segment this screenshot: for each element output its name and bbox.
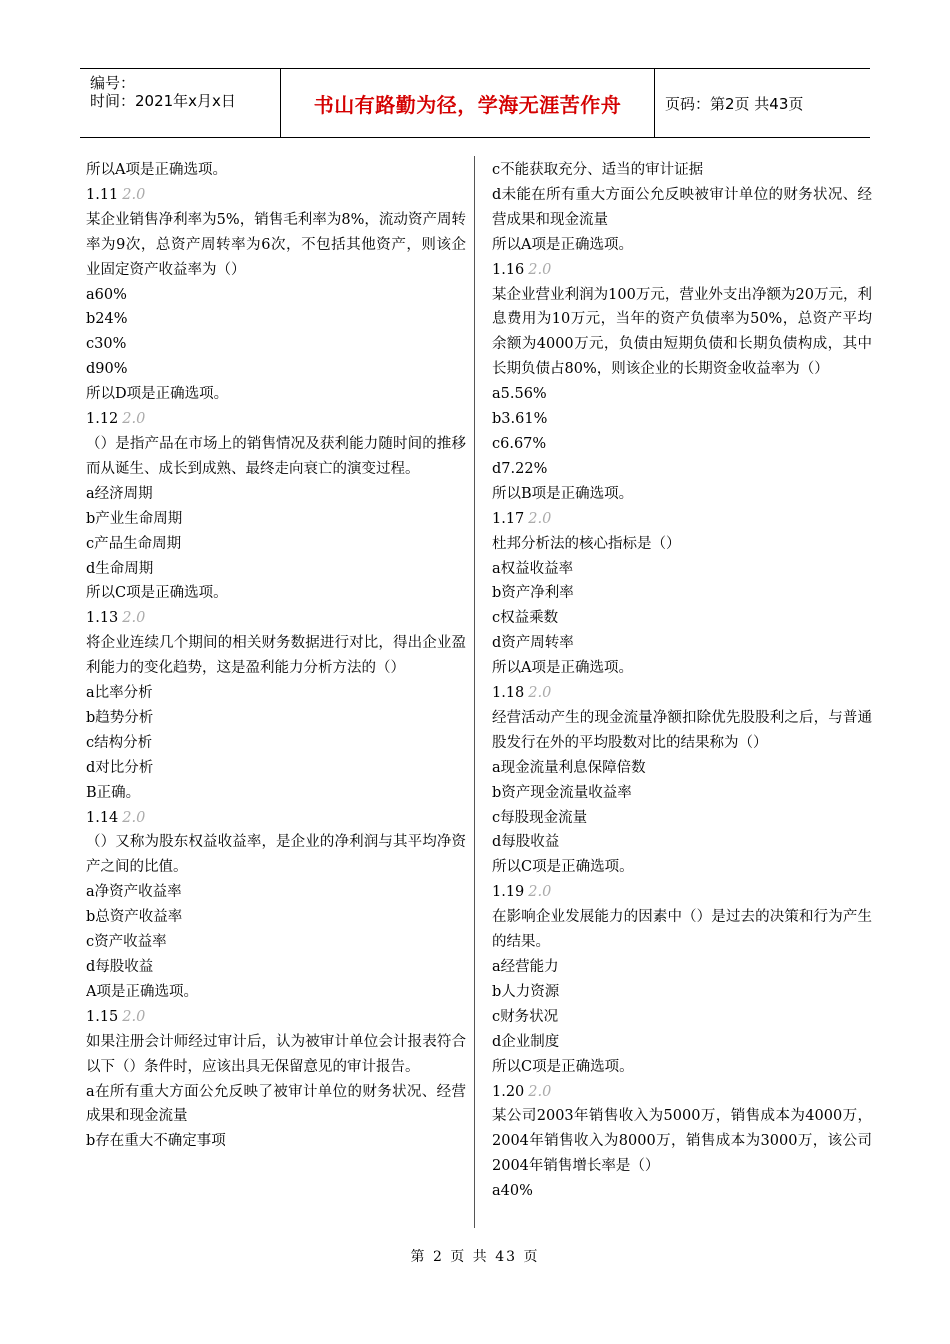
text-line: c30% [86,336,127,353]
text-line: b资产净利率 [492,585,574,602]
text-line: b3.61% [492,411,548,428]
text-line: b资产现金流量收益率 [492,784,632,801]
motto-text: 书山有路勤为径，学海无涯苦作舟 [313,92,622,117]
text-line: c每股现金流量 [492,809,588,826]
question-score: 2.0 [528,261,552,278]
text-line: c财务状况 [492,1008,559,1025]
question-number [492,681,872,706]
text-line: 所以A项是正确选项。 [86,162,227,178]
text-line: 所以C项是正确选项。 [492,859,634,876]
question-number-text: 1.20 [492,1083,525,1100]
question-number [86,407,466,432]
text-line: a经营能力 [492,959,559,975]
number-label: 编号： [90,74,136,92]
text-paragraph: 某企业销售净利率为5%，销售毛利率为8%，流动资产周转率为9次，总资产周转率为6次，不包括其他资产，则该企业固定资产收益率为（） [86,211,466,278]
question-number [492,1080,872,1105]
question-number-text: 1.17 [492,510,525,527]
text-paragraph: a在所有重大方面公允反映了被审计单位的财务状况、经营成果和现金流量 [86,1083,466,1125]
text-line: a现金流量利息保障倍数 [492,759,646,776]
question-number [492,880,872,905]
text-line: a净资产收益率 [86,884,182,901]
text-line: d90% [86,361,128,378]
text-paragraph: d未能在所有重大方面公允反映被审计单位的财务状况、经营成果和现金流量 [492,186,872,228]
text-line: a60% [86,286,127,303]
text-paragraph: 经营活动产生的现金流量净额扣除优先股股利之后，与普通股发行在外的平均股数对比的结果称为（） [492,709,872,751]
text-line: 所以C项是正确选项。 [86,585,228,602]
question-score: 2.0 [528,685,552,702]
text-line: d生命周期 [86,560,154,577]
text-line: a经济周期 [86,485,153,502]
time-label: 时间：2021年x月x日 [90,92,236,110]
text-line: a比率分析 [86,685,153,702]
text-line: b24% [86,311,128,328]
question-number [492,507,872,532]
text-line: A项是正确选项。 [86,983,198,1000]
left-column [86,158,466,1154]
text-line: d企业制度 [492,1033,560,1050]
text-line: 杜邦分析法的核心指标是（） [492,535,681,552]
question-number [86,183,466,208]
header-page-cell [655,69,870,137]
text-line: d每股收益 [492,834,560,851]
question-number-text: 1.18 [492,685,525,702]
page-header [80,68,870,138]
text-line: c结构分析 [86,734,153,751]
text-line: 所以B项是正确选项。 [492,485,634,502]
text-line: d7.22% [492,460,548,477]
text-paragraph: （）又称为股东权益收益率，是企业的净利润与其平均净资产之间的比值。 [86,834,466,876]
question-score: 2.0 [528,1083,552,1100]
question-score: 2.0 [528,510,552,527]
column-divider [474,156,475,1228]
page-footer: 第 2 页 共 43 页 [410,1249,540,1265]
text-line: c不能获取充分、适当的审计证据 [492,162,704,178]
question-score: 2.0 [122,411,146,428]
text-line: c权益乘数 [492,610,559,627]
text-paragraph: 某公司2003年销售收入为5000万，销售成本为4000万，2004年销售收入为8000万，销售成本为3000万，该公司2004年销售增长率是（） [492,1108,872,1175]
question-number-text: 1.12 [86,411,119,428]
text-line: a40% [492,1183,533,1200]
text-paragraph: 如果注册会计师经过审计后，认为被审计单位会计报表符合以下（）条件时，应该出具无保留意见的审计报告。 [86,1033,466,1075]
text-line: b人力资源 [492,983,560,1000]
text-paragraph: 在影响企业发展能力的因素中（）是过去的决策和行为产生的结果。 [492,909,872,951]
question-score: 2.0 [528,884,552,901]
text-paragraph: 将企业连续几个期间的相关财务数据进行对比，得出企业盈利能力的变化趋势，这是盈利能力分析方法的（） [86,635,466,677]
text-line: 所以C项是正确选项。 [492,1058,634,1075]
question-number [86,806,466,831]
text-line: b产业生命周期 [86,510,183,527]
text-line: 所以A项是正确选项。 [492,660,633,677]
header-motto-cell [281,69,655,137]
question-number-text: 1.11 [86,186,119,203]
question-number-text: 1.16 [492,261,525,278]
question-number [86,1005,466,1030]
question-number [86,606,466,631]
question-score: 2.0 [122,610,146,627]
question-score: 2.0 [122,809,146,826]
text-line: b总资产收益率 [86,909,183,926]
question-number-text: 1.14 [86,809,119,826]
question-number [492,258,872,283]
text-line: 所以D项是正确选项。 [86,386,229,403]
text-paragraph: 某企业营业利润为100万元，营业外支出净额为20万元，利息费用为10万元，当年的资产负债率为50%，总资产平均余额为4000万元，负债由短期负债和长期负债构成，其中长期负债占80%，则该企业的长期资金收益率为（） [492,286,872,378]
text-line: a5.56% [492,386,547,403]
header-info-cell [80,69,281,137]
question-score: 2.0 [122,186,146,203]
text-line: c资产收益率 [86,934,167,951]
question-number-text: 1.15 [86,1008,119,1025]
text-line: 所以A项是正确选项。 [492,236,633,253]
text-line: d每股收益 [86,959,154,975]
text-line: d对比分析 [86,759,154,776]
text-line: b存在重大不确定事项 [86,1133,226,1150]
right-column [492,158,872,1204]
text-line: c产品生命周期 [86,535,182,552]
question-score: 2.0 [122,1008,146,1025]
text-line: a权益收益率 [492,560,574,577]
text-line: d资产周转率 [492,635,574,652]
question-number-text: 1.19 [492,884,525,901]
page-info: 页码：第2页 共43页 [665,94,804,113]
text-line: c6.67% [492,435,547,452]
question-number-text: 1.13 [86,610,119,627]
text-line: B正确。 [86,784,141,801]
text-line: b趋势分析 [86,709,154,726]
text-paragraph: （）是指产品在市场上的销售情况及获利能力随时间的推移而从诞生、成长到成熟、最终走向衰亡的演变过程。 [86,435,466,477]
